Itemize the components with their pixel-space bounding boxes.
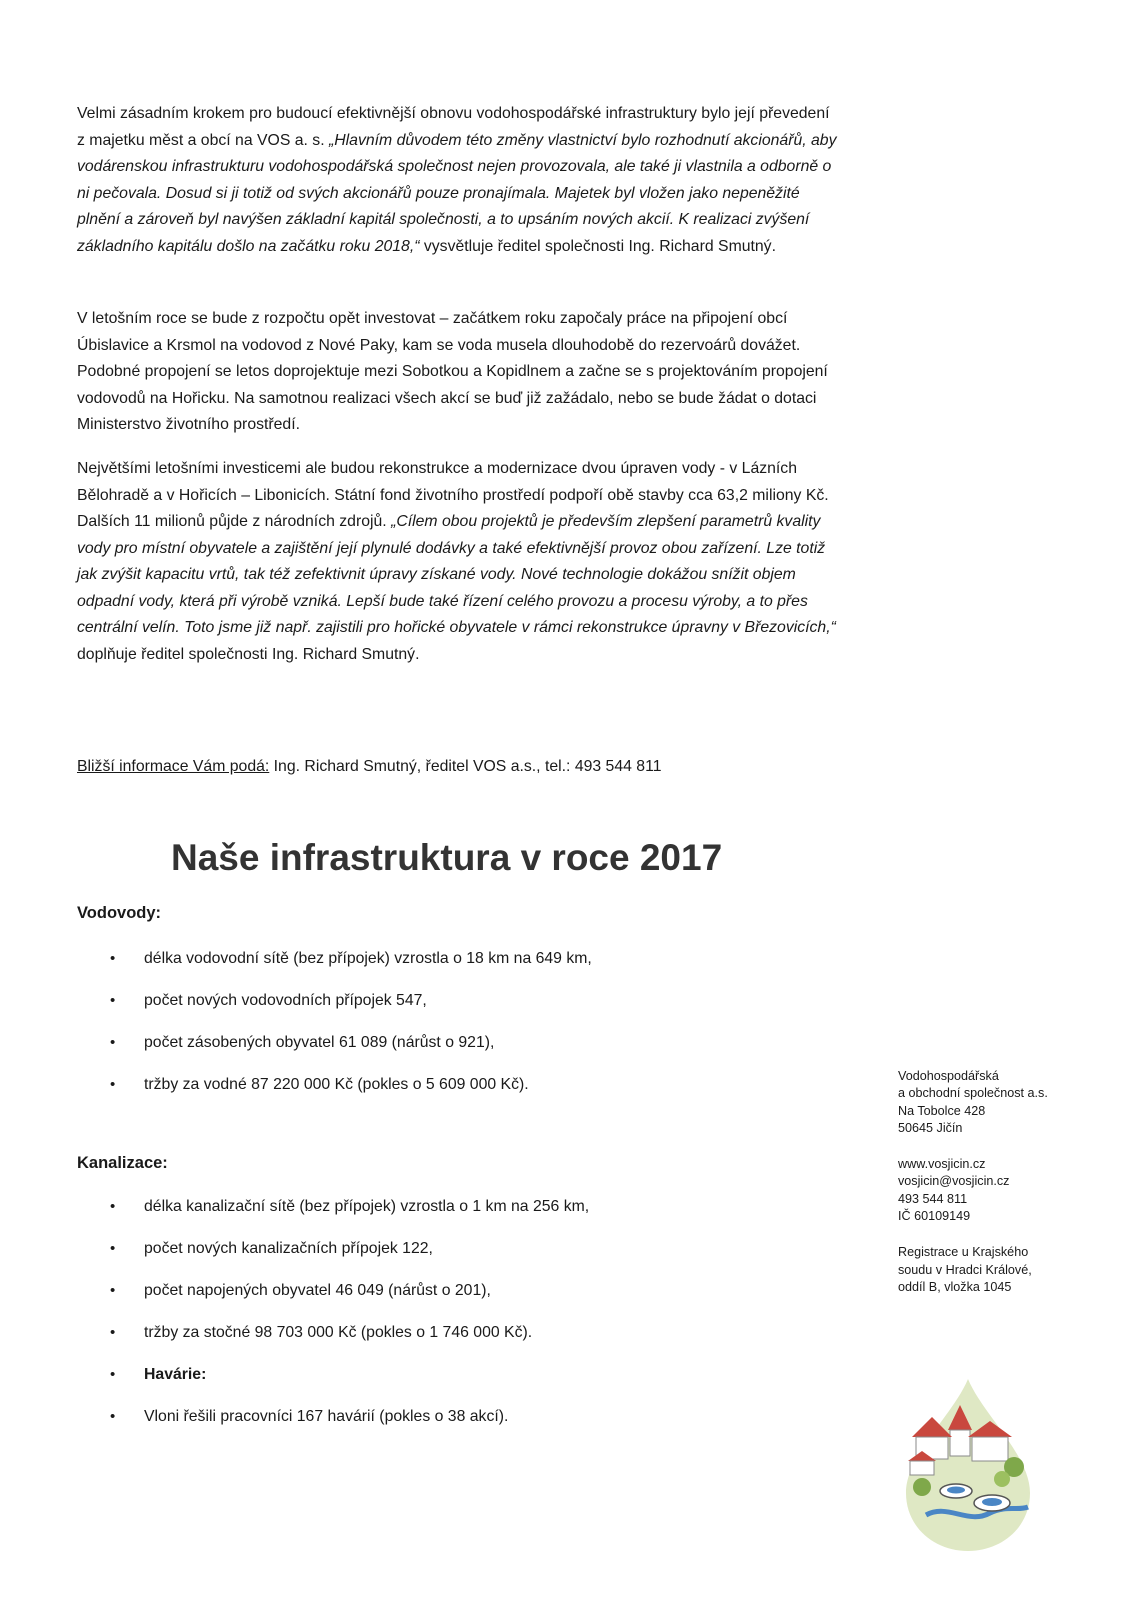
company-registration: [898, 1244, 1098, 1296]
bullet: •: [110, 950, 116, 967]
company-info: [898, 1068, 1098, 1315]
list-item-text: počet nových kanalizačních přípojek 122,: [144, 1240, 433, 1257]
list-item-text: tržby za stočné 98 703 000 Kč (pokles o 1 746 000 Kč).: [144, 1324, 533, 1341]
p3-quote: „Cílem obou projektů je především zlepšení parametrů kvality vody pro místní obyvatele a zajištění její plynulé dodávky a také efektivnější provoz obou zařízení. Lze totiž jak zvýšit kapacitu vrtů, tak též zefektivnit úpravy získané vody. Nové technologie dokážou snížit objem odpadní vody, která při výrobě vzniká. Lepší bude také řízení celého provozu a procesu výroby, a to přes centrální velín. Toto jsme již např. zajistili pro hořické obyvatele v rámci rekonstrukce úpravny v Březovicích,“: [77, 513, 836, 636]
company-logo-icon: [898, 1375, 1038, 1555]
bullet: •: [110, 1240, 116, 1257]
company-phone: 493 544 811: [898, 1191, 968, 1206]
company-street: Na Tobolce 428: [898, 1103, 986, 1118]
company-reg-line1: Registrace u Krajského: [898, 1245, 1029, 1260]
list-item-text: počet zásobených obyvatel 61 089 (nárůst o 921),: [144, 1034, 495, 1051]
company-city: 50645 Jičín: [898, 1120, 963, 1135]
company-name-line2: a obchodní společnost a.s.: [898, 1086, 1048, 1101]
p1-text-start: Velmi zásadním krokem pro budoucí efektivnější obnovu vodohospodářské infrastruktury bylo její převedení z majetku měst a obcí na VOS a. s.: [77, 105, 830, 149]
p1-text-end: vysvětluje ředitel společnosti Ing. Richard Smutný.: [419, 237, 776, 255]
list-item-text: délka kanalizační sítě (bez přípojek) vzrostla o 1 km na 256 km,: [144, 1198, 590, 1215]
bullet: •: [110, 1408, 116, 1425]
list-item-text: délka vodovodní sítě (bez přípojek) vzrostla o 18 km na 649 km,: [144, 950, 592, 967]
bullet: •: [110, 992, 116, 1009]
paragraph-investments: V letošním roce se bude z rozpočtu opět investovat – začátkem roku započaly práce na připojení obcí Úbislavice a Krsmol na vodovod z Nové Paky, kam se voda musela dlouhodobě do rezervoárů dovážet. Podobné propojení se letos doprojektuje mezi Sobotkou a Kopidlnem a začne se s projektováním propojení vodovodů na Hořicku. Na samotnou realizaci všech akcí se buď již zažádalo, nebo se bude žádat o dotaci Ministerstvo životního prostředí.: [77, 310, 828, 433]
contact-text: Ing. Richard Smutný, ředitel VOS a.s., tel.: 493 544 811: [269, 758, 662, 775]
company-ic: IČ 60109149: [898, 1209, 971, 1224]
bullet: •: [110, 1366, 116, 1383]
bullet: •: [110, 1076, 116, 1093]
bullet: •: [110, 1198, 116, 1215]
list-item-text: Vloni řešili pracovníci 167 havárií (pokles o 38 akcí).: [144, 1408, 509, 1425]
kanalizace-heading: Kanalizace:: [77, 1154, 168, 1172]
vodovody-heading: Vodovody:: [77, 904, 162, 922]
bullet: •: [110, 1282, 116, 1299]
bullet: •: [110, 1034, 116, 1051]
paragraph-water-treatment: [77, 456, 837, 668]
p3-text-start: Největšími letošními investicemi ale budou rekonstrukce a modernizace dvou úpraven vody - v Lázních Bělohradě a v Hořicích – Libonicích. Státní fond životního prostředí podpoří obě stavby cca 63,2 miliony Kč. Dalších 11 milionů půjde z národních zdrojů.: [77, 460, 829, 530]
company-reg-line2: soudu v Hradci Králové,: [898, 1262, 1032, 1277]
list-item-text: počet napojených obyvatel 46 049 (nárůst o 201),: [144, 1282, 491, 1299]
company-web-link[interactable]: www.vosjicin.cz: [898, 1157, 986, 1172]
bullet: •: [110, 1324, 116, 1341]
p1-quote: „Hlavním důvodem této změny vlastnictví bylo rozhodnutí akcionářů, aby vodárenskou infrastrukturu vodohospodářská společnost nejen provozovala, ale také ji vlastnila a odborně o ni pečovala. Dosud si ji totiž od svých akcionářů pouze pronajímala. Majetek byl vložen jako nepeněžité plnění a zároveň byl navýšen základní kapitál společnosti, a to upsáním nových akcií. K realizaci zvýšení základního kapitálu došlo na začátku roku 2018,“: [77, 131, 837, 255]
havarie-heading: Havárie:: [144, 1366, 207, 1383]
company-contacts: [898, 1156, 1098, 1225]
company-address: [898, 1068, 1098, 1137]
p3-text-end: doplňuje ředitel společnosti Ing. Richard Smutný.: [77, 645, 420, 663]
company-email-link[interactable]: vosjicin@vosjicin.cz: [898, 1174, 1010, 1189]
company-name-line1: Vodohospodářská: [898, 1069, 999, 1083]
company-reg-line3: oddíl B, vložka 1045: [898, 1279, 1012, 1294]
paragraph-ownership-transfer: [77, 101, 837, 260]
contact-line: [77, 754, 662, 780]
infrastructure-title: Naše infrastruktura v roce 2017: [171, 837, 723, 878]
list-item-text: počet nových vodovodních přípojek 547,: [144, 992, 427, 1009]
contact-label: Bližší informace Vám podá:: [77, 758, 270, 775]
list-item-text: tržby za vodné 87 220 000 Kč (pokles o 5 609 000 Kč).: [144, 1076, 529, 1093]
